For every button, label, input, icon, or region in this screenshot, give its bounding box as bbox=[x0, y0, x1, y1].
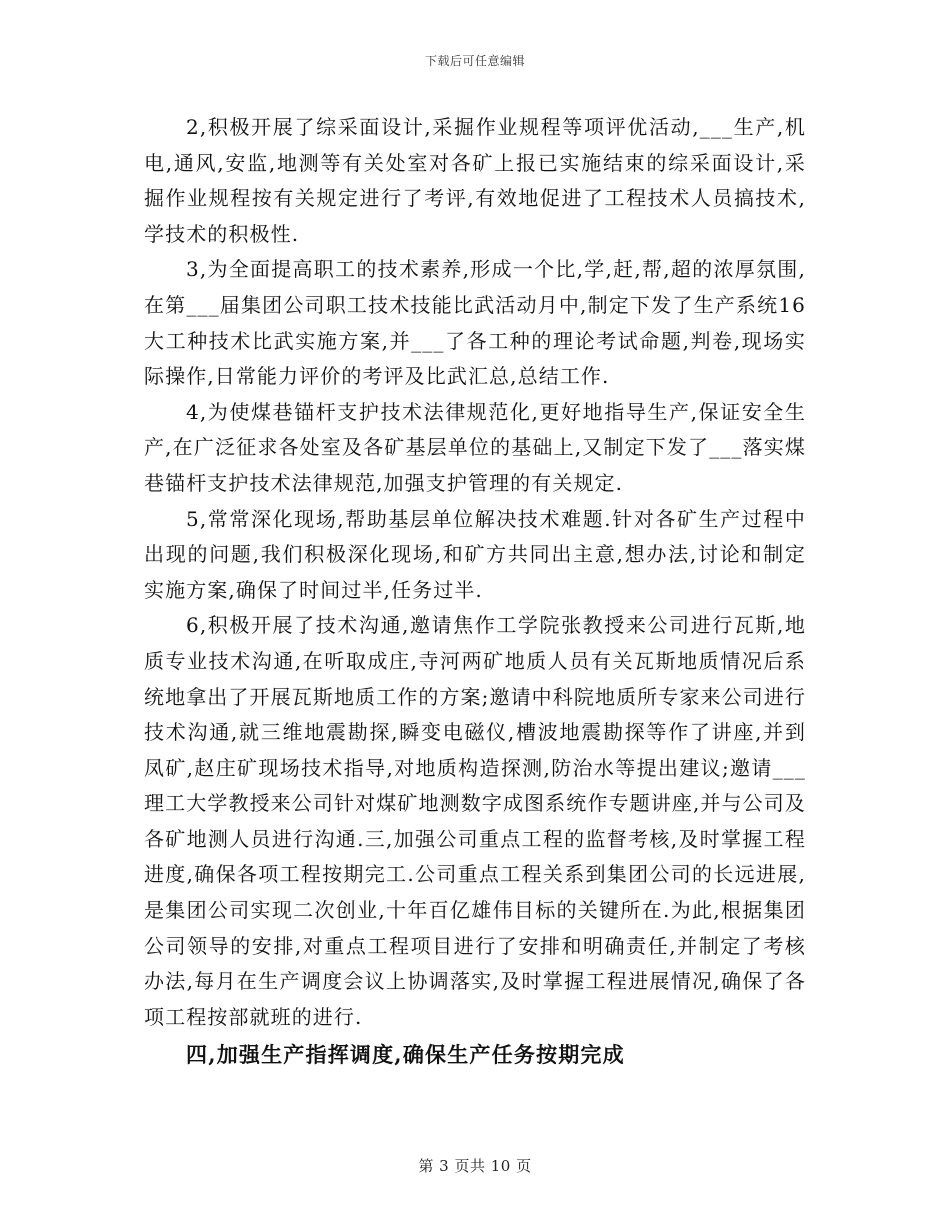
section-heading: 四,加强生产指挥调度,确保生产任务按期完成 bbox=[186, 1042, 625, 1068]
page-footer: 第 3 页共 10 页 bbox=[418, 1157, 532, 1175]
paragraph-item-6: 6,积极开展了技术沟通,邀请焦作工学院张教授来公司进行瓦斯,地质专业技术沟通,在听取成庄,寺河两矿地质人员有关瓦斯地质情况后系统地拿出了开展瓦斯地质工作的方案;邀请中科院地质所专家来公司进行技术沟通,就三维地震勘探,瞬变电磁仪,槽波地震勘探等作了讲座,并到凤矿,赵庄矿现场技术指导,对地质构造探测,防治水等提出建议;邀请___理工大学教授来公司针对煤矿地测数字成图系统作专题讲座,并与公司及各矿地测人员进行沟通.三,加强公司重点工程的监督考核,及时掌握工程进度,确保各项工程按期完工.公司重点工程关系到集团公司的长远进展,是集团公司实现二次创业,十年百亿雄伟目标的关键所在.为此,根据集团公司领导的安排,对重点工程项目进行了安排和明确责任,并制定了考核办法,每月在生产调度会议上协调落实,及时掌握工程进展情况,确保了各项工程按部就班的进行. bbox=[144, 613, 806, 1029]
paragraph-item-3: 3,为全面提高职工的技术素养,形成一个比,学,赶,帮,超的浓厚氛围,在第___届集团公司职工技术技能比武活动月中,制定下发了生产系统16大工种技术比武实施方案,并___了各工种的理论考试命题,判卷,现场实际操作,日常能力评价的考评及比武汇总,总结工作. bbox=[144, 257, 806, 389]
paragraph-item-5: 5,常常深化现场,帮助基层单位解决技术难题.针对各矿生产过程中出现的问题,我们积极深化现场,和矿方共同出主意,想办法,讨论和制定实施方案,确保了时间过半,任务过半. bbox=[144, 506, 806, 602]
page-header: 下载后可任意编辑 bbox=[424, 54, 525, 68]
paragraph-item-4: 4,为使煤巷锚杆支护技术法律规范化,更好地指导生产,保证安全生产,在广泛征求各处室及各矿基层单位的基础上,又制定下发了___落实煤巷锚杆支护技术法律规范,加强支护管理的有关规定. bbox=[144, 399, 806, 495]
paragraph-item-2: 2,积极开展了综采面设计,采掘作业规程等项评优活动,___生产,机电,通风,安监,地测等有关处室对各矿上报已实施结束的综采面设计,采掘作业规程按有关规定进行了考评,有效地促进了工程技术人员搞技术,学技术的积极性. bbox=[144, 115, 806, 246]
document-body bbox=[144, 110, 806, 1075]
